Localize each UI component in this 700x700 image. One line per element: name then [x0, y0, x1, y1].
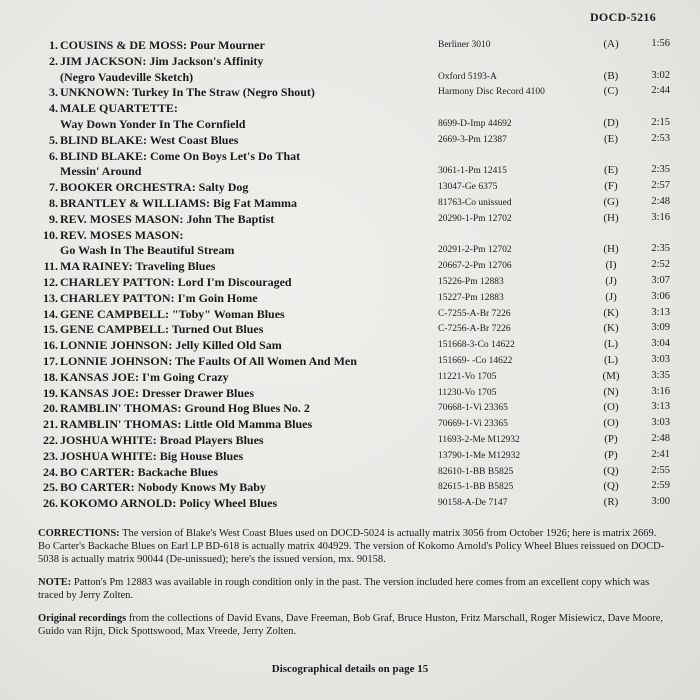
track-title: LONNIE JOHNSON: The Faults Of All Women And Men — [60, 353, 357, 368]
track-time: 2:57 — [651, 180, 670, 192]
track-time: 3:04 — [651, 338, 670, 350]
track-title: Way Down Yonder In The Cornfield — [60, 116, 246, 131]
track-time: 3:09 — [651, 322, 670, 334]
track-number: 10. — [43, 227, 58, 242]
track-title: GENE CAMPBELL: Turned Out Blues — [60, 322, 264, 337]
track-time: 3:16 — [651, 211, 670, 223]
track-time: 2:41 — [651, 448, 670, 460]
track-side: (L) — [603, 353, 619, 366]
track-matrix: 15227-Pm 12883 — [438, 292, 504, 303]
corrections-note — [38, 527, 668, 566]
note-label: NOTE: — [38, 577, 72, 588]
track-number: 23. — [43, 448, 58, 463]
track-row — [38, 465, 678, 481]
track-side: (H) — [603, 211, 619, 224]
track-time: 2:52 — [651, 259, 670, 271]
track-row — [38, 496, 678, 512]
track-matrix: 20290-1-Pm 12702 — [438, 213, 512, 224]
track-title: LONNIE JOHNSON: Jelly Killed Old Sam — [60, 338, 282, 353]
track-row — [38, 259, 678, 275]
track-matrix: 11693-2-Me M12932 — [438, 434, 520, 445]
track-row — [38, 307, 678, 323]
track-time: 3:07 — [651, 274, 670, 286]
track-title: BLIND BLAKE: Come On Boys Let's Do That — [60, 148, 301, 163]
track-matrix: 151668-3-Co 14622 — [438, 340, 515, 351]
track-side: (H) — [603, 243, 619, 256]
track-number: 24. — [43, 464, 58, 479]
track-time: 2:55 — [651, 464, 670, 476]
track-row — [38, 354, 678, 370]
track-matrix: 20667-2-Pm 12706 — [438, 261, 512, 272]
track-number: 7. — [49, 180, 58, 195]
track-time: 3:03 — [651, 353, 670, 365]
track-side: (I) — [605, 259, 617, 272]
track-row — [38, 117, 678, 133]
track-matrix: Berliner 3010 — [438, 40, 491, 50]
track-side: (Q) — [603, 464, 619, 477]
track-number: 5. — [49, 132, 58, 147]
track-side: (J) — [605, 274, 617, 287]
track-matrix: 13790-1-Me M12932 — [438, 450, 521, 461]
track-title: RAMBLIN' THOMAS: Little Old Mamma Blues — [60, 417, 313, 432]
track-row — [38, 149, 678, 165]
track-title: BLIND BLAKE: West Coast Blues — [60, 132, 239, 147]
track-title: BOOKER ORCHESTRA: Salty Dog — [60, 180, 249, 195]
track-time: 2:15 — [651, 116, 670, 128]
track-title: RAMBLIN' THOMAS: Ground Hog Blues No. 2 — [60, 401, 310, 416]
track-side: (A) — [603, 38, 619, 50]
track-time: 2:35 — [651, 164, 670, 176]
track-matrix: 13047-Ge 6375 — [438, 182, 498, 193]
track-matrix: 70668-1-Vi 23365 — [438, 403, 508, 414]
track-title: REV. MOSES MASON: — [60, 227, 184, 242]
track-row — [38, 101, 678, 117]
track-title: Go Wash In The Beautiful Stream — [60, 243, 235, 258]
track-row — [38, 212, 678, 228]
track-matrix: 11221-Vo 1705 — [438, 371, 497, 382]
track-matrix: C-7256-A-Br 7226 — [438, 324, 511, 335]
corrections-text: The version of Blake's West Coast Blues used on DOCD-5024 is actually matrix 3056 from October 1926; here is matrix 2669. Bo Carter's Backache Blues on Earl LP BD-618 is actually matrix 404929. The version of Kokomo Arnold's Policy Wheel Blues reissued on DOCD-5038 is actually matrix 90044 (De-unissued); here's the issued version, mx. 90158. — [38, 528, 665, 565]
track-number: 9. — [49, 211, 58, 226]
track-side: (R) — [603, 496, 619, 509]
track-number: 12. — [43, 274, 58, 289]
track-row — [38, 480, 678, 496]
corrections-label: CORRECTIONS: — [38, 528, 120, 539]
track-time: 2:35 — [651, 243, 670, 255]
track-row — [38, 243, 678, 259]
track-row — [38, 386, 678, 402]
track-side: (K) — [603, 306, 619, 319]
track-title: BO CARTER: Backache Blues — [60, 464, 218, 479]
originals-text: from the collections of David Evans, Dave Freeman, Bob Graf, Bruce Huston, Fritz Marschall, Roger Misiewicz, Dave Moore, Guido van Rijn, Dick Spottswood, Max Vreede, Jerry Zolten. — [38, 613, 663, 637]
note-text: Patton's Pm 12883 was available in rough condition only in the past. The version included here comes from an excellent copy which was traced by Jerry Zolten. — [38, 577, 650, 601]
track-row — [38, 338, 678, 354]
track-number: 17. — [43, 353, 58, 368]
track-title: Messin' Around — [60, 164, 142, 179]
track-side: (B) — [603, 69, 619, 82]
track-side: (Q) — [603, 480, 619, 493]
track-matrix: 151669- -Co 14622 — [438, 355, 513, 366]
track-matrix: 81763-Co unissued — [438, 197, 512, 208]
notes-section — [38, 527, 668, 648]
track-title: COUSINS & DE MOSS: Pour Mourner — [60, 38, 265, 52]
track-time: 2:48 — [651, 195, 670, 207]
track-time: 3:35 — [651, 369, 670, 381]
track-side: (E) — [603, 132, 619, 145]
track-number: 20. — [43, 401, 58, 416]
track-row — [38, 322, 678, 338]
track-row — [38, 228, 678, 244]
track-side: (L) — [603, 338, 619, 351]
track-row — [38, 449, 678, 465]
track-row — [38, 275, 678, 291]
track-time: 2:44 — [651, 85, 670, 97]
track-side: (P) — [604, 448, 618, 461]
track-title: CHARLEY PATTON: Lord I'm Discouraged — [60, 274, 292, 289]
track-title: REV. MOSES MASON: John The Baptist — [60, 211, 275, 226]
track-number: 26. — [43, 496, 58, 511]
track-row — [38, 401, 678, 417]
track-matrix: 90158-A-De 7147 — [438, 498, 508, 509]
track-number: 19. — [43, 385, 58, 400]
track-number: 25. — [43, 480, 58, 495]
track-row — [38, 54, 678, 70]
track-time: 2:48 — [651, 432, 670, 444]
track-row — [38, 133, 678, 149]
patton-note — [38, 576, 668, 602]
originals-label: Original recordings — [38, 613, 127, 624]
track-number: 21. — [43, 417, 58, 432]
track-title: KANSAS JOE: I'm Going Crazy — [60, 369, 229, 384]
track-side: (J) — [605, 290, 617, 303]
track-number: 15. — [43, 322, 58, 337]
track-matrix: Oxford 5193-A — [438, 71, 497, 82]
track-matrix: 82615-1-BB B5825 — [438, 482, 514, 493]
track-title: MA RAINEY: Traveling Blues — [60, 259, 216, 274]
catalog-number: DOCD-5216 — [589, 10, 656, 24]
track-list — [38, 38, 678, 512]
track-title: JOSHUA WHITE: Broad Players Blues — [60, 432, 264, 447]
track-number: 1. — [49, 38, 58, 52]
track-title: JIM JACKSON: Jim Jackson's Affinity — [60, 53, 264, 68]
track-time: 3:13 — [651, 306, 670, 318]
track-time: 3:13 — [651, 401, 670, 413]
track-row — [38, 433, 678, 449]
track-matrix: 2669-3-Pm 12387 — [438, 134, 507, 145]
track-matrix: 20291-2-Pm 12702 — [438, 245, 512, 256]
track-number: 8. — [49, 195, 58, 210]
discography-footer: Discographical details on page 15 — [271, 663, 429, 675]
track-time: 2:53 — [651, 132, 670, 144]
track-row — [38, 38, 678, 54]
track-row — [38, 164, 678, 180]
track-number: 13. — [43, 290, 58, 305]
track-title: BO CARTER: Nobody Knows My Baby — [60, 480, 266, 495]
track-number: 3. — [49, 85, 58, 100]
track-time: 3:03 — [651, 417, 670, 429]
track-row — [38, 417, 678, 433]
track-time: 3:02 — [651, 69, 670, 81]
track-title: BRANTLEY & WILLIAMS: Big Fat Mamma — [60, 195, 298, 210]
track-time: 3:06 — [651, 290, 670, 302]
track-number: 14. — [43, 306, 58, 321]
track-number: 2. — [49, 53, 58, 68]
track-title: GENE CAMPBELL: "Toby" Woman Blues — [60, 306, 285, 321]
track-time: 1:56 — [651, 38, 670, 49]
track-title: CHARLEY PATTON: I'm Goin Home — [60, 290, 258, 305]
track-title: JOSHUA WHITE: Big House Blues — [60, 448, 244, 463]
original-recordings-note — [38, 612, 668, 638]
track-number: 6. — [49, 148, 58, 163]
track-matrix: 3061-1-Pm 12415 — [438, 166, 507, 177]
track-number: 16. — [43, 338, 58, 353]
track-matrix: 70669-1-Vi 23365 — [438, 419, 508, 430]
track-time: 3:00 — [651, 496, 670, 508]
track-side: (O) — [603, 401, 619, 414]
track-matrix: 15226-Pm 12883 — [438, 276, 504, 287]
track-matrix: 11230-Vo 1705 — [438, 387, 497, 398]
track-row — [38, 370, 678, 386]
track-row — [38, 85, 678, 101]
track-side: (C) — [603, 85, 619, 98]
track-side: (D) — [603, 116, 619, 129]
track-time: 2:59 — [651, 480, 670, 492]
track-side: (P) — [604, 432, 618, 445]
track-side: (G) — [603, 195, 619, 208]
track-side: (N) — [603, 385, 619, 398]
track-number: 22. — [43, 432, 58, 447]
track-number: 18. — [43, 369, 58, 384]
track-side: (K) — [603, 322, 619, 335]
track-matrix: C-7255-A-Br 7226 — [438, 308, 511, 319]
track-title: KANSAS JOE: Dresser Drawer Blues — [60, 385, 254, 400]
track-side: (E) — [603, 164, 619, 177]
track-side: (F) — [604, 180, 618, 193]
track-side: (O) — [603, 417, 619, 430]
track-title: UNKNOWN: Turkey In The Straw (Negro Shout) — [60, 85, 315, 100]
track-matrix: Harmony Disc Record 4100 — [438, 87, 545, 98]
track-row — [38, 180, 678, 196]
track-matrix: 8699-D-Imp 44692 — [438, 118, 512, 129]
track-title: KOKOMO ARNOLD: Policy Wheel Blues — [60, 496, 278, 511]
track-row — [38, 291, 678, 307]
track-number: 11. — [43, 259, 58, 274]
track-time: 3:16 — [651, 385, 670, 397]
track-matrix: 82610-1-BB B5825 — [438, 466, 514, 477]
track-title: MALE QUARTETTE: — [60, 101, 178, 116]
track-row — [38, 196, 678, 212]
track-row — [38, 70, 678, 86]
track-side: (M) — [602, 369, 620, 382]
track-number: 4. — [49, 101, 58, 116]
track-title: (Negro Vaudeville Sketch) — [60, 69, 194, 84]
